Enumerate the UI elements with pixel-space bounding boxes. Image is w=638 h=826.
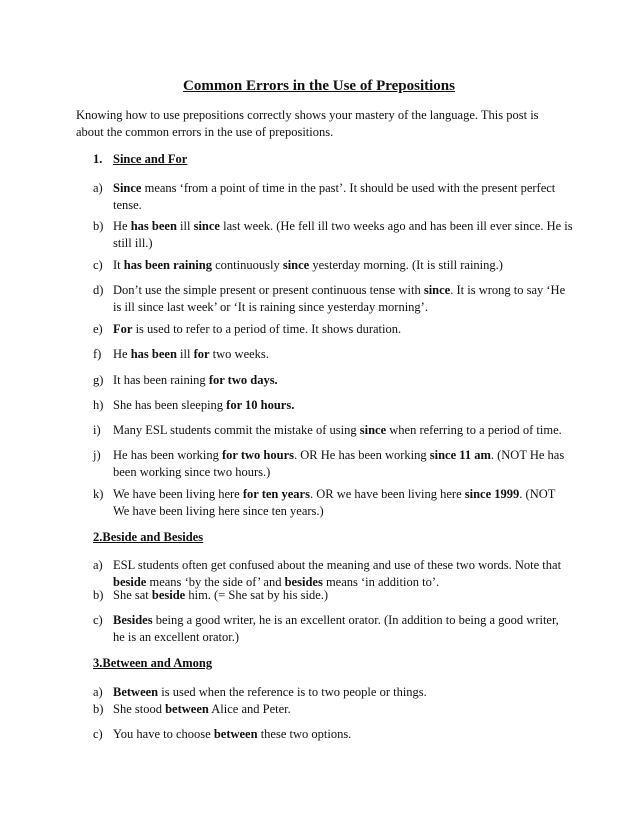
list-item (93, 346, 573, 363)
text-run: being a good writer, he is an excellent orator. (In addition to being a good writer, he is an excellent orator.) (113, 613, 559, 644)
text-run: She sat (113, 588, 152, 602)
bold-text: since (282, 258, 310, 272)
item-letter: e) (93, 322, 103, 336)
item-letter: c) (93, 258, 103, 272)
item-letter: a) (93, 558, 103, 572)
item-letter: g) (93, 373, 104, 387)
item-text (113, 422, 573, 439)
item-text (113, 684, 573, 701)
section-heading-2: 2.Beside and Besides (93, 530, 204, 544)
item-text (113, 612, 573, 646)
text-run: . (NOT We have been living here since ten years.) (113, 487, 556, 518)
list-item (93, 612, 573, 646)
bold-text: between (213, 727, 258, 741)
item-letter: b) (93, 219, 104, 233)
item-letter: k) (93, 487, 104, 501)
item-text (113, 321, 573, 338)
item-text (113, 447, 573, 481)
bold-text: has been (130, 347, 177, 361)
text-run: ill (176, 347, 194, 361)
page-title: Common Errors in the Use of Prepositions (183, 78, 455, 94)
bold-text: Besides (113, 613, 153, 627)
text-run: . OR He has been working (294, 448, 430, 462)
list-item (93, 397, 573, 414)
item-letter: b) (93, 588, 104, 602)
bold-text: since (359, 423, 387, 437)
text-run: It (113, 258, 124, 272)
bold-text: since (423, 283, 451, 297)
bold-text: Since (113, 181, 142, 195)
bold-text: beside (151, 588, 186, 602)
item-letter: b) (93, 702, 104, 716)
text-run: means ‘by the side of’ and (146, 575, 285, 589)
bold-text: for ten years (242, 487, 310, 501)
text-run: means ‘from a point of time in the past’. It should be used with the present perfect tense. (113, 181, 556, 212)
text-run: She stood (113, 702, 166, 716)
text-run: It has been raining (113, 373, 209, 387)
text-run: ESL students often get confused about the meaning and use of these two words. Note that (113, 558, 562, 572)
text-run: last week. (He fell ill two weeks ago and has been ill ever since. He is still ill.) (113, 219, 573, 250)
text-run: means ‘in addition to’. (322, 575, 440, 589)
text-run: . OR we have been living here (309, 487, 465, 501)
list-item (93, 726, 573, 743)
list-item (93, 422, 573, 439)
bold-text: for (193, 347, 210, 361)
text-run: is used to refer to a period of time. It shows duration. (132, 322, 402, 336)
text-run: ill (176, 219, 194, 233)
item-text (113, 257, 573, 274)
section-number: 1. (93, 152, 103, 166)
item-text (113, 372, 573, 389)
list-item (93, 218, 573, 252)
list-item (93, 257, 573, 274)
item-letter: a) (93, 685, 103, 699)
text-run: . (NOT He has been working since two hours.) (113, 448, 565, 479)
text-run: continuously (211, 258, 283, 272)
item-text (113, 726, 573, 743)
item-text (113, 486, 573, 520)
bold-text: has been raining (123, 258, 212, 272)
text-run: He (113, 219, 131, 233)
list-item (93, 557, 573, 591)
item-text (113, 557, 573, 591)
bold-text: beside (113, 575, 147, 589)
text-run: is used when the reference is to two people or things. (158, 685, 427, 699)
item-letter: c) (93, 727, 103, 741)
item-text (113, 701, 573, 718)
item-letter: c) (93, 613, 103, 627)
list-item (93, 180, 573, 214)
intro-paragraph: Knowing how to use prepositions correctly shows your mastery of the language. This post is about the common errors in the use of prepositions. (76, 108, 539, 139)
text-run: You have to choose (113, 727, 214, 741)
section-title: Since and For (113, 152, 188, 166)
list-item (93, 684, 573, 701)
text-run: . It is wrong to say ‘He is ill since last week’ or ‘It is raining since yesterday morning’. (113, 283, 566, 314)
item-text (113, 587, 573, 604)
item-letter: h) (93, 398, 104, 412)
bold-text: besides (284, 575, 323, 589)
text-run: these two options. (257, 727, 352, 741)
bold-text: for two days. (208, 373, 278, 387)
item-letter: f) (93, 347, 102, 361)
section-heading-3: 3.Between and Among (93, 656, 213, 670)
list-item (93, 587, 573, 604)
bold-text: for two hours (222, 448, 294, 462)
list-item (93, 282, 573, 316)
bold-text: between (165, 702, 209, 716)
text-run: He (113, 347, 131, 361)
bold-text: since 1999 (464, 487, 520, 501)
bold-text: for 10 hours. (226, 398, 295, 412)
item-text (113, 346, 573, 363)
item-letter: d) (93, 283, 104, 297)
text-run: when referring to a period of time. (386, 423, 562, 437)
item-text (113, 218, 573, 252)
text-run: two weeks. (209, 347, 269, 361)
item-letter: i) (93, 423, 101, 437)
bold-text: has been (130, 219, 177, 233)
text-run: Don’t use the simple present or present continuous tense with (113, 283, 424, 297)
text-run: He has been working (113, 448, 222, 462)
bold-text: since (193, 219, 220, 233)
item-text (113, 180, 573, 214)
text-run: We have been living here (113, 487, 243, 501)
text-run: She has been sleeping (113, 398, 227, 412)
text-run: yesterday morning. (It is still raining.) (309, 258, 503, 272)
item-text (113, 397, 573, 414)
bold-text: Between (113, 685, 159, 699)
item-letter: a) (93, 181, 103, 195)
item-letter: j) (93, 448, 101, 462)
list-item (93, 372, 573, 389)
section-heading-1 (93, 151, 187, 168)
bold-text: since 11 am (429, 448, 491, 462)
list-item (93, 321, 573, 338)
text-run: Alice and Peter. (208, 702, 291, 716)
text-run: him. (= She sat by his side.) (185, 588, 329, 602)
bold-text: For (113, 322, 133, 336)
list-item (93, 447, 573, 481)
list-item (93, 486, 573, 520)
list-item (93, 701, 573, 718)
text-run: Many ESL students commit the mistake of using (113, 423, 360, 437)
item-text (113, 282, 573, 316)
